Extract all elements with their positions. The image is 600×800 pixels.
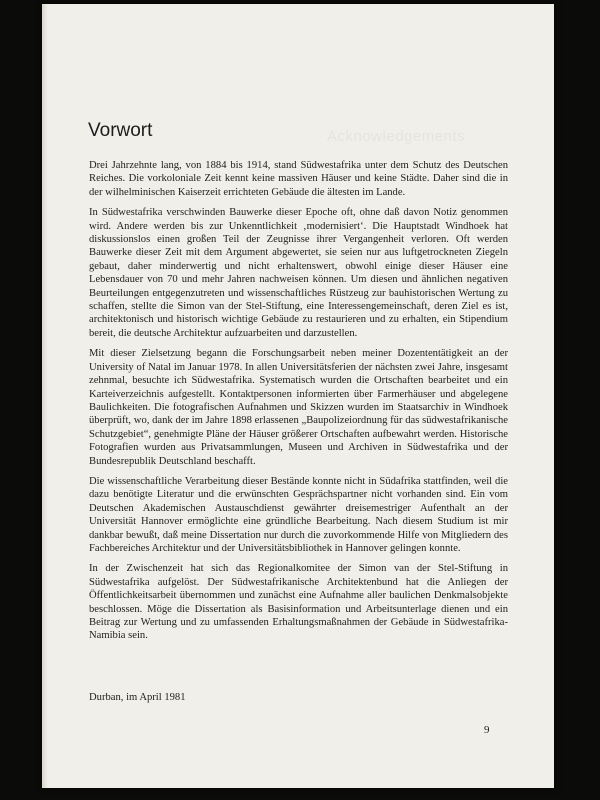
place-and-date: Durban, im April 1981: [89, 692, 186, 703]
paragraph: In der Zwischenzeit hat sich das Regionalkomitee der Simon van der Stel-Stiftung in Südwestafrika aufgelöst. Der Südwestafrikanische Architektenbund hat die Anliegen der Öffentlichkeitsarbeit übernommen und zunächst eine Aufnahme aller baulichen Denkmalsobjekte beschlossen. Möge die Dissertation als Basisinformation und Arbeitsunterlage dienen und ein Beitrag zur Wertung und zu umfassenden Erhaltungsmaßnahmen der Gebäude in Südwestafrika-Namibia sein.: [89, 563, 508, 642]
paragraph: In Südwestafrika verschwinden Bauwerke dieser Epoche oft, ohne daß davon Notiz genommen wird. Andere werden bis zur Unkenntlichkeit ‚modernisiert‘. Die Hauptstadt Windhoek hat diskussionslos einen großen Teil der Zeugnisse ihrer Vergangenheit verloren. Oft werden Bauwerke dieser Zeit mit dem Argument abgewertet, sie seien nur aus luftgetrockneten Ziegeln gebaut, daher minderwertig und nicht erhaltenswert, obwohl einige dieser Häuser eine Lebensdauer von 70 und mehr Jahren nachweisen können. Um diesen und ähnlichen negativen Beurteilungen entgegenzutreten und wissenschaftliches Rüstzeug zur bauhistorischen Wertung zu schaffen, stellte die Simon van der Stel-Stiftung, eine Interessengemeinschaft, deren Ziel es ist, architektonisch und historisch wichtige Gebäude zu restaurieren und zu erhalten, ein Stipendium bereit, die deutsche Architektur aufzuarbeiten und darzustellen.: [89, 207, 508, 339]
page-title: Vorwort: [88, 120, 153, 141]
paragraph: Mit dieser Zielsetzung begann die Forschungsarbeit neben meiner Dozententätigkeit an der University of Natal im Januar 1978. In allen Universitätsferien der nächsten zwei Jahre, insgesamt zehnmal, besuchte ich Südwestafrika. Systematisch wurden die Ortschaften bearbeitet und ein Karteiverzeichnis aufgestellt. Kontaktpersonen informierten über Farmerhäuser und abgelegene Baulichkeiten. Die fotografischen Aufnahmen und Skizzen wurden im Staatsarchiv in Windhoek überprüft, wo, dank der im Jahre 1898 erlassenen „Baupolizeiordnung für das südwestafrikanische Schutzgebiet“, genehmigte Pläne der Häuser größerer Ortschaften aufbewahrt werden. Historische Fotografien wurden aus Privatsammlungen, Museen und Archiven in Südwestafrika und der Bundesrepublik Deutschland beschafft.: [89, 348, 508, 467]
paragraph: Die wissenschaftliche Verarbeitung dieser Bestände konnte nicht in Südafrika stattfinden, weil die dazu benötigte Literatur und die erwünschten Gesprächspartner nicht vorhanden sind. Ein vom Deutschen Akademischen Austauschdienst gewährter dreisemestriger Aufenthalt an der Universität Hannover ermöglichte eine gründliche Bearbeitung. Nach diesem Studium ist mir dankbar bewußt, daß meine Dissertation nur durch die zuvorkommende Hilfe von Mitgliedern des Fachbereiches Architektur und der Universitätsbibliothek in Hannover gelingen konnte.: [89, 475, 508, 554]
paragraph: Drei Jahrzehnte lang, von 1884 bis 1914, stand Südwestafrika unter dem Schutz des Deutschen Reiches. Die vorkoloniale Zeit kennt keine massiven Häuser und keine Städte. Daher sind die in der wilhelminischen Kaiserzeit errichteten Gebäude die ältesten im Lande.: [89, 160, 508, 198]
page-number: 9: [484, 724, 490, 736]
book-page: [42, 4, 554, 788]
show-through-text: Acknowledgements: [327, 128, 466, 145]
foreword-body: [89, 159, 508, 650]
page-gutter-shadow: [42, 4, 48, 788]
